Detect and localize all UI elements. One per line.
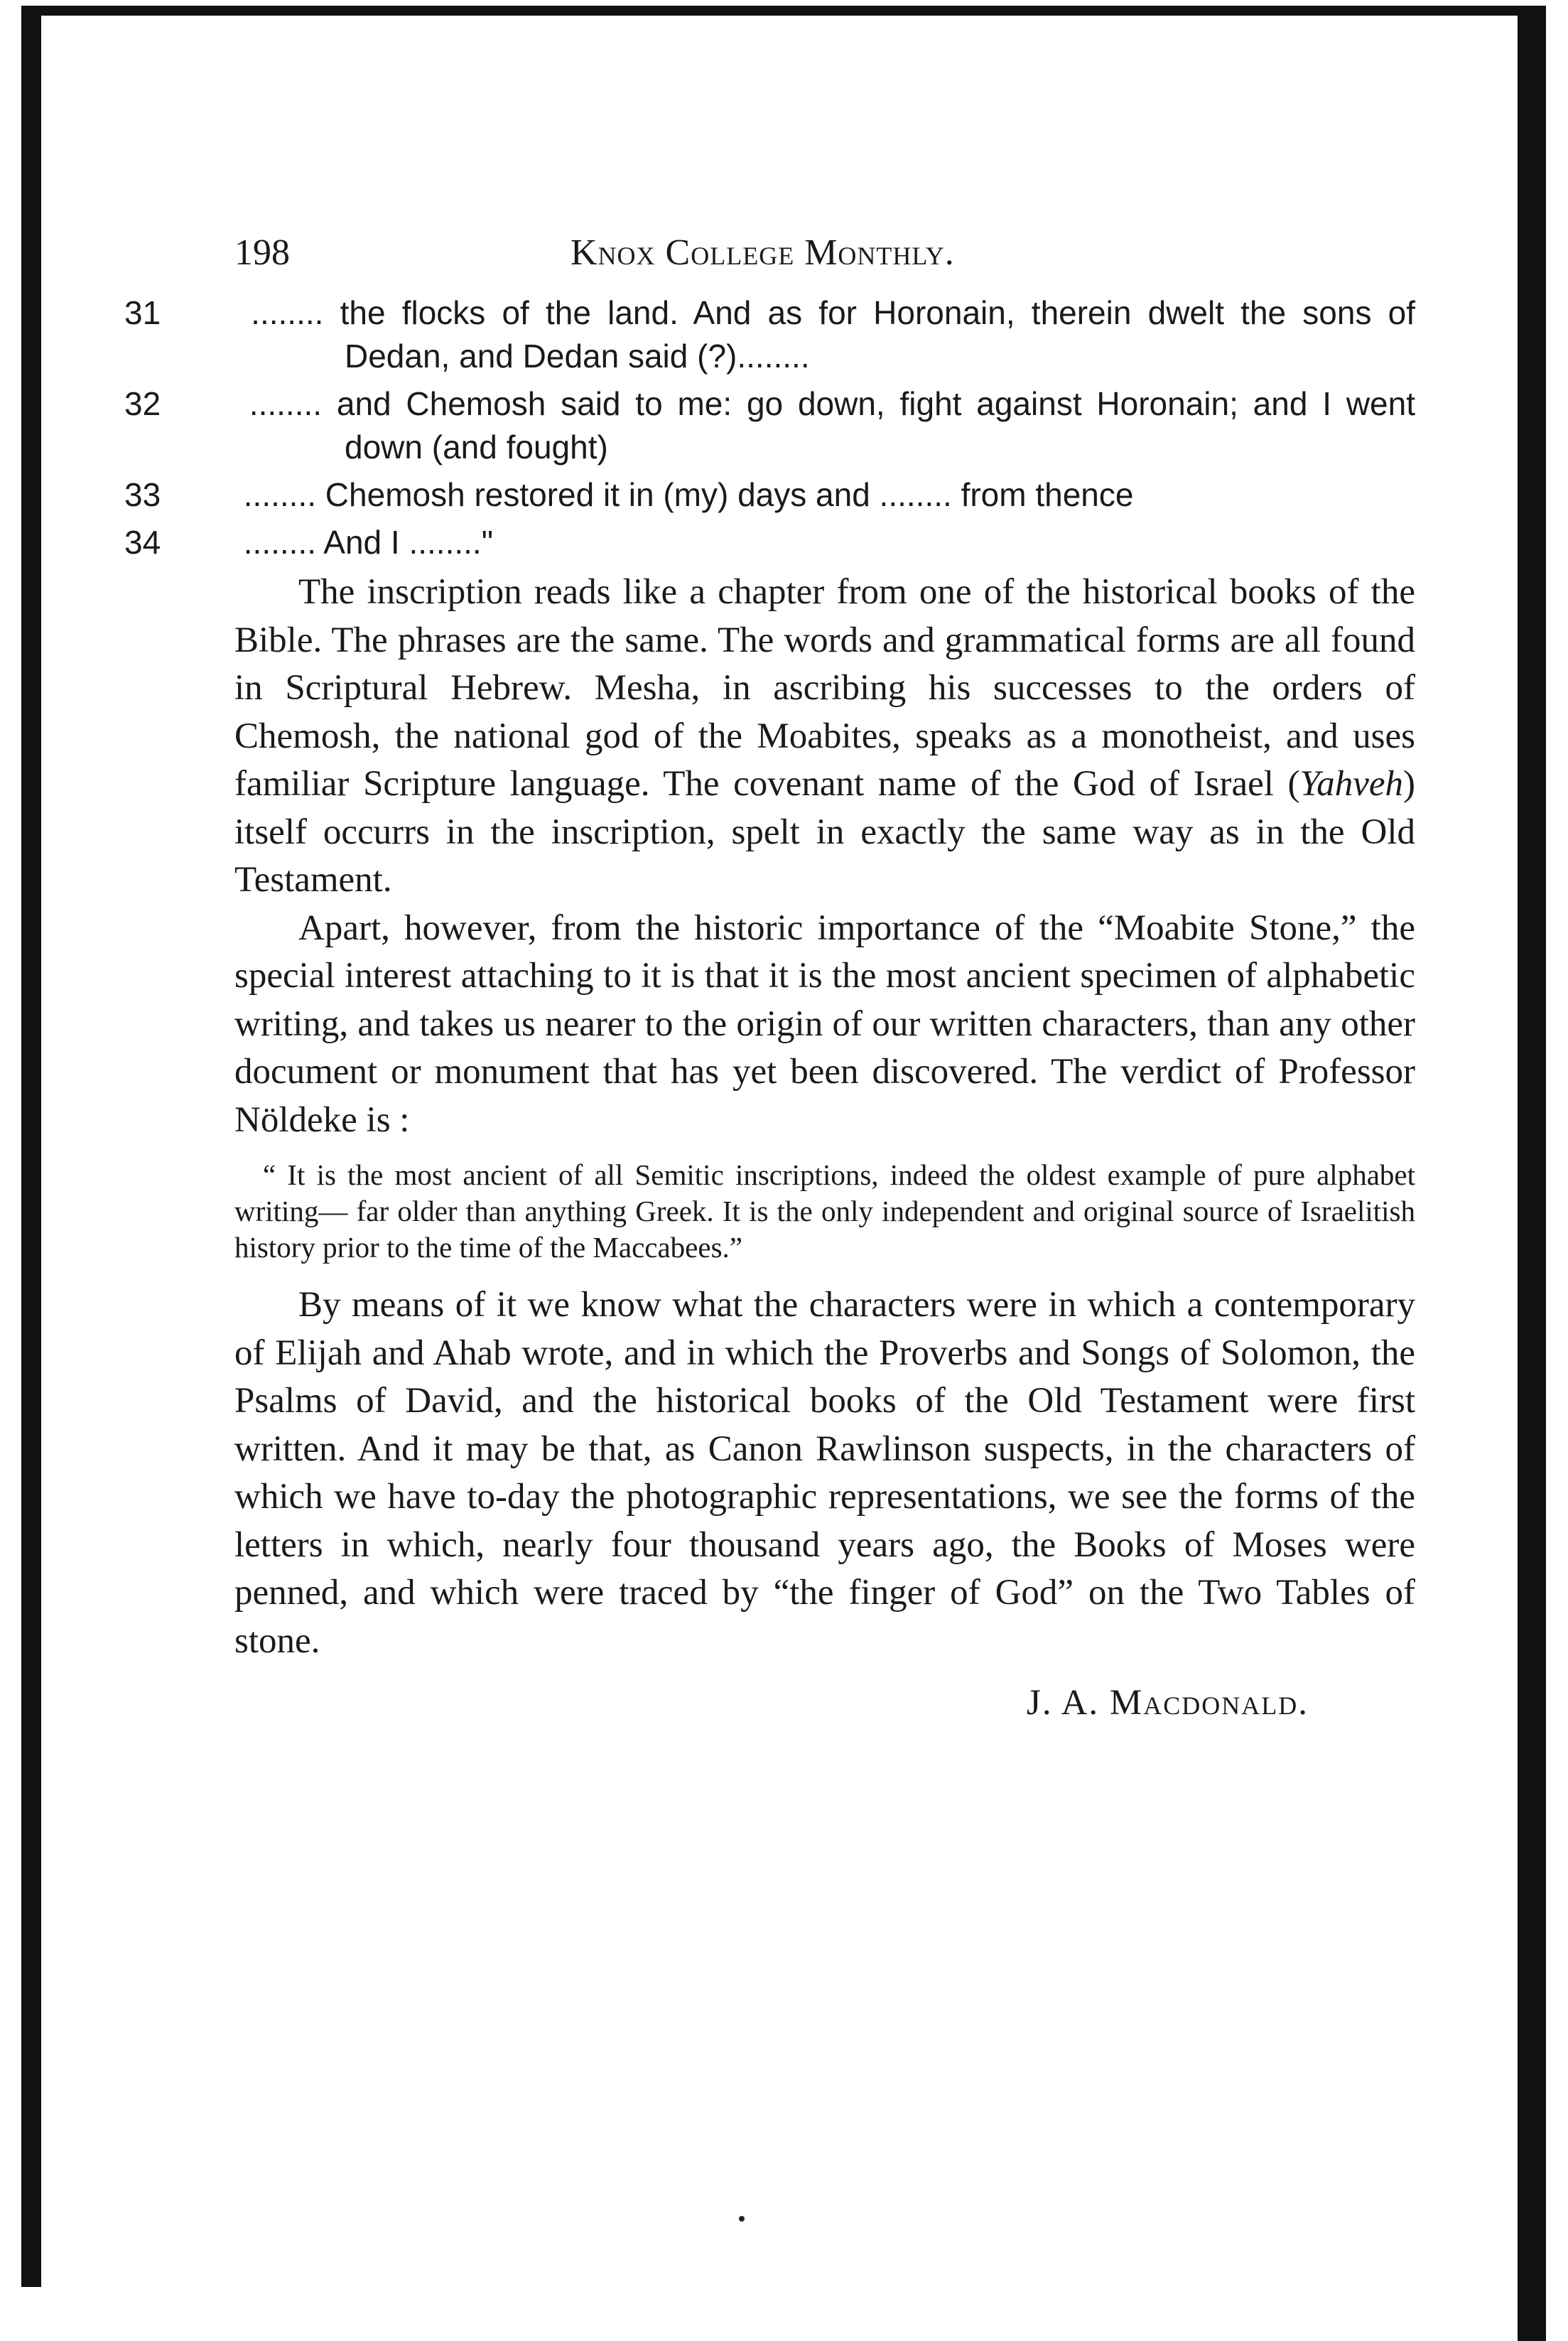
verse-line: 31 ........ the flocks of the land. And as for Horonain, therein dwelt the sons of Dedan, and Dedan said (?)........ (124, 294, 1415, 375)
verse-text: ........ And I ........" (234, 524, 494, 561)
paragraph-moabite-stone: Apart, however, from the historic importance of the “Moabite Stone,” the special interest attaching to it is that it is the most ancient specimen of alphabetic writing, and takes us nearer to the origin of our written characters, than any other document or monument that has yet been discovered. The verdict of Professor Nöldeke is : (234, 908, 1415, 1140)
page-body (124, 229, 1415, 1764)
verse-line: 34 ........ And I ........" (124, 524, 494, 561)
journal-title: Knox College Monthly. (571, 232, 955, 273)
paragraph-characters: By means of it we know what the characters were in which a contemporary of Elijah and Ahab wrote, and in which the Proverbs and Songs of Solomon, the Psalms of David, and the historical books of the Old Testament were first written. And it may be that, as Canon Rawlinson suspects, in the characters of which we have to-day the photographic representations, we see the forms of the letters in which, nearly four thousand years ago, the Books of Moses were penned, and which were traced by “the finger of God” on the Two Tables of stone. (234, 1285, 1415, 1661)
verse-text: ........ the flocks of the land. And as for Horonain, therein dwelt the sons of Dedan, and Dedan said (?)........ (234, 294, 1415, 375)
verse-line: 32 ........ and Chemosh said to me: go down, fight against Horonain; and I went down (and fought) (124, 385, 1415, 465)
verse-text: ........ Chemosh restored it in (my) days and ........ from thence (234, 476, 1134, 513)
paragraph-inscription (234, 569, 1415, 905)
paragraph-text: ) itself occurrs in the inscription, spelt in exactly the same way as in the Old Testament. (234, 764, 1415, 900)
page-number: 198 (234, 232, 290, 273)
scan-border-left (21, 6, 41, 2287)
noldeke-quote: “ It is the most ancient of all Semitic inscriptions, indeed the oldest example of pure alphabet writing— far older than anything Greek. It is the only independent and original source of Israelitish history prior to the time of the Maccabees.” (234, 1158, 1415, 1264)
running-head (234, 229, 1415, 286)
yahweh-italic: Yahveh (1299, 764, 1404, 804)
scan-border-top (21, 6, 1535, 16)
scan-border-right (1518, 6, 1546, 2341)
author-signature: J. A. Macdonald. (1027, 1683, 1309, 1723)
verse-line: 33 ........ Chemosh restored it in (my) days and ........ from thence (124, 476, 1134, 513)
verse-text: ........ and Chemosh said to me: go down, fight against Horonain; and I went down (and fought) (234, 385, 1415, 465)
paragraph-text: The inscription reads like a chapter from one of the historical books of the Bible. The phrases are the same. The words and grammatical forms are all found in Scriptural Hebrew. Mesha, in ascribing his successes to the orders of Chemosh, the national god of the Moabites, speaks as a monotheist, and uses familiar Scripture language. The covenant name of the God of Israel ( (234, 572, 1415, 804)
scan-speck (739, 2216, 745, 2222)
